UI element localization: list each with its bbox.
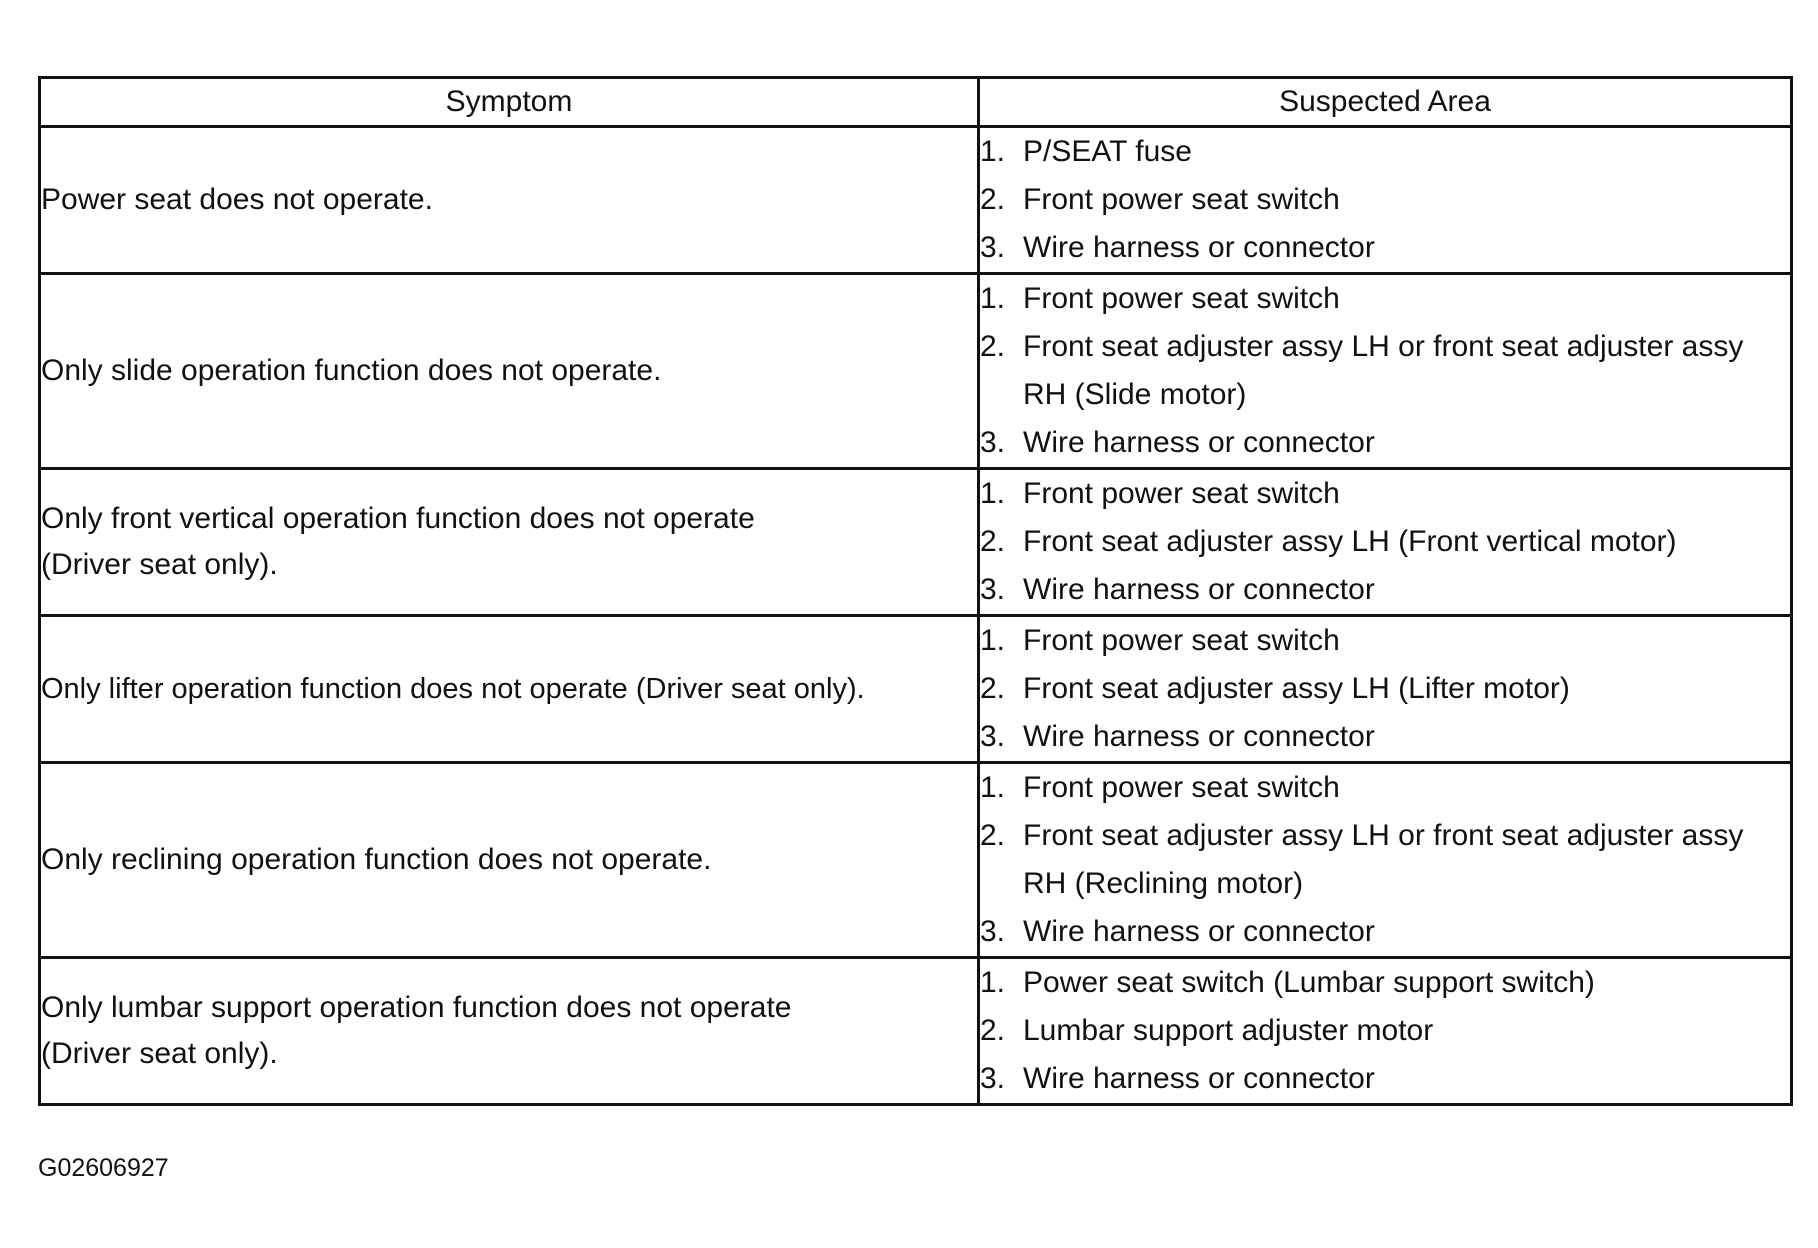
list-item bbox=[980, 713, 1790, 761]
item-number: 1. bbox=[980, 966, 1006, 999]
symptom-text: Only slide operation function does not operate. bbox=[41, 354, 662, 387]
table-header-row bbox=[40, 78, 1792, 127]
item-number: 1. bbox=[980, 624, 1006, 657]
suspected-area-list bbox=[980, 764, 1790, 956]
list-item bbox=[980, 275, 1790, 323]
item-text: Front power seat switch bbox=[1023, 183, 1340, 216]
item-number: 3. bbox=[980, 915, 1006, 948]
list-item bbox=[980, 764, 1790, 812]
figure-id-label: G02606927 bbox=[38, 1154, 169, 1182]
item-text: P/SEAT fuse bbox=[1023, 135, 1192, 168]
symptom-column-header: Symptom bbox=[40, 78, 979, 127]
item-number: 1. bbox=[980, 135, 1006, 168]
symptom-text: Only lifter operation function does not operate (Driver seat only). bbox=[41, 673, 865, 705]
list-item bbox=[980, 176, 1790, 224]
list-item bbox=[980, 323, 1790, 419]
item-text: Power seat switch (Lumbar support switch) bbox=[1023, 966, 1595, 999]
symptom-text: Only lumbar support operation function does not operate (Driver seat only). bbox=[41, 991, 792, 1070]
item-number: 2. bbox=[980, 330, 1006, 363]
symptom-text: Power seat does not operate. bbox=[41, 183, 433, 216]
suspected-area-cell bbox=[979, 469, 1792, 616]
symptom-text: Only reclining operation function does not operate. bbox=[41, 843, 712, 876]
symptom-cell bbox=[40, 469, 979, 616]
item-number: 2. bbox=[980, 183, 1006, 216]
suspected-area-list bbox=[980, 959, 1790, 1103]
item-text: Lumbar support adjuster motor bbox=[1023, 1014, 1434, 1047]
diagnosis-table-container bbox=[38, 76, 1790, 1106]
item-number: 2. bbox=[980, 525, 1006, 558]
list-item bbox=[980, 1055, 1790, 1103]
item-number: 2. bbox=[980, 672, 1006, 705]
symptom-cell bbox=[40, 958, 979, 1105]
list-item bbox=[980, 617, 1790, 665]
item-text: Wire harness or connector bbox=[1023, 231, 1375, 264]
item-text: Front seat adjuster assy LH or front seat adjuster assy RH (Reclining motor) bbox=[1023, 819, 1744, 900]
table-row bbox=[40, 616, 1792, 763]
item-number: 1. bbox=[980, 282, 1006, 315]
suspected-area-list bbox=[980, 128, 1790, 272]
list-item bbox=[980, 128, 1790, 176]
item-text: Front power seat switch bbox=[1023, 282, 1340, 315]
list-item bbox=[980, 959, 1790, 1007]
item-number: 3. bbox=[980, 1062, 1006, 1095]
item-number: 3. bbox=[980, 720, 1006, 753]
item-number: 1. bbox=[980, 771, 1006, 804]
table-row bbox=[40, 763, 1792, 958]
symptom-cell bbox=[40, 274, 979, 469]
list-item bbox=[980, 470, 1790, 518]
item-text: Front seat adjuster assy LH (Lifter motor) bbox=[1023, 672, 1570, 705]
item-text: Wire harness or connector bbox=[1023, 426, 1375, 459]
list-item bbox=[980, 419, 1790, 467]
table-row bbox=[40, 958, 1792, 1105]
suspected-area-list bbox=[980, 470, 1790, 614]
list-item bbox=[980, 518, 1790, 566]
item-number: 3. bbox=[980, 231, 1006, 264]
item-text: Wire harness or connector bbox=[1023, 915, 1375, 948]
suspected-area-list bbox=[980, 617, 1790, 761]
item-number: 3. bbox=[980, 573, 1006, 606]
symptom-cell bbox=[40, 616, 979, 763]
item-text: Front power seat switch bbox=[1023, 771, 1340, 804]
suspected-area-list bbox=[980, 275, 1790, 467]
list-item bbox=[980, 908, 1790, 956]
problem-symptoms-table bbox=[38, 76, 1793, 1106]
list-item bbox=[980, 812, 1790, 908]
table-row bbox=[40, 469, 1792, 616]
suspected-area-cell bbox=[979, 127, 1792, 274]
item-text: Wire harness or connector bbox=[1023, 720, 1375, 753]
item-text: Front seat adjuster assy LH (Front vertical motor) bbox=[1023, 525, 1677, 558]
item-text: Front seat adjuster assy LH or front seat adjuster assy RH (Slide motor) bbox=[1023, 330, 1744, 411]
table-row bbox=[40, 274, 1792, 469]
list-item bbox=[980, 224, 1790, 272]
list-item bbox=[980, 566, 1790, 614]
list-item bbox=[980, 665, 1790, 713]
table-row bbox=[40, 127, 1792, 274]
item-number: 2. bbox=[980, 819, 1006, 852]
item-number: 3. bbox=[980, 426, 1006, 459]
item-text: Wire harness or connector bbox=[1023, 573, 1375, 606]
list-item bbox=[980, 1007, 1790, 1055]
symptom-cell bbox=[40, 127, 979, 274]
symptom-cell bbox=[40, 763, 979, 958]
item-text: Front power seat switch bbox=[1023, 477, 1340, 510]
suspected-area-cell bbox=[979, 274, 1792, 469]
item-number: 1. bbox=[980, 477, 1006, 510]
suspected-area-cell bbox=[979, 958, 1792, 1105]
symptom-text: Only front vertical operation function does not operate (Driver seat only). bbox=[41, 502, 755, 581]
suspected-area-cell bbox=[979, 616, 1792, 763]
suspected-area-column-header: Suspected Area bbox=[979, 78, 1792, 127]
suspected-area-cell bbox=[979, 763, 1792, 958]
item-text: Front power seat switch bbox=[1023, 624, 1340, 657]
item-number: 2. bbox=[980, 1014, 1006, 1047]
item-text: Wire harness or connector bbox=[1023, 1062, 1375, 1095]
